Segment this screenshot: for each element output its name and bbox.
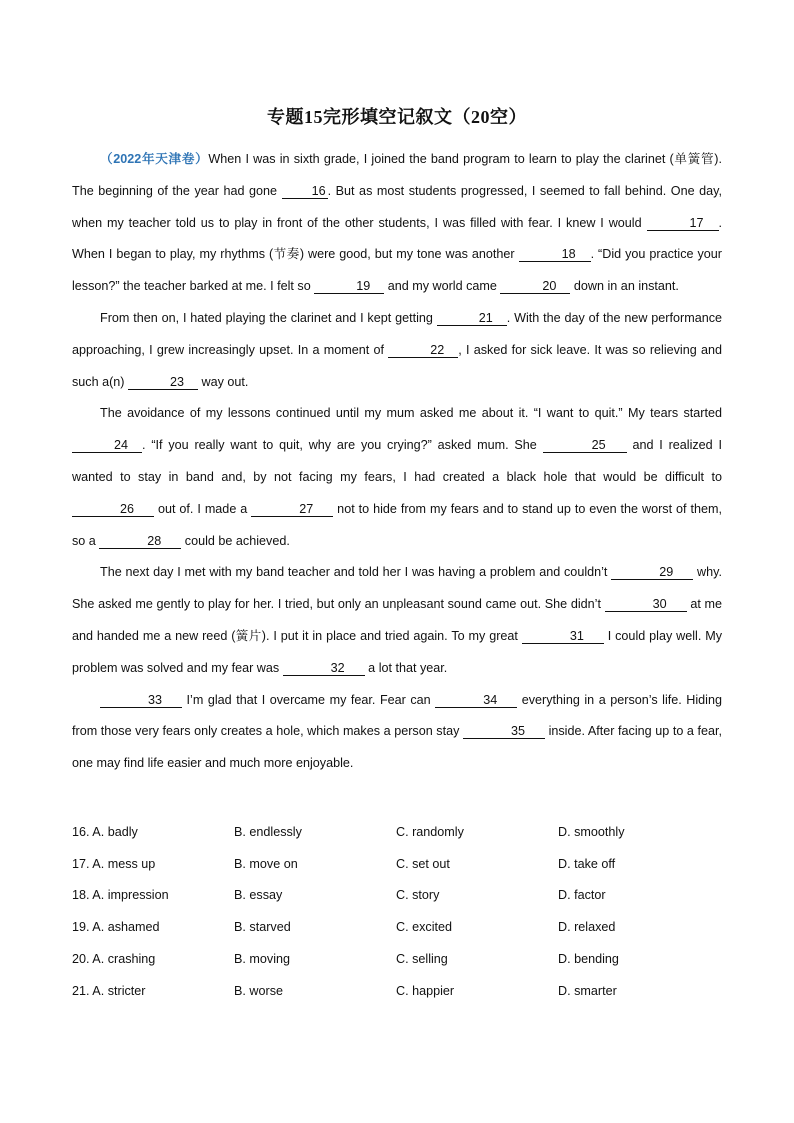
cloze-passage [72, 144, 722, 780]
blank-20[interactable]: 20 [500, 279, 570, 294]
text-segment: way out. [198, 374, 249, 389]
text-segment: and my world came [384, 279, 501, 294]
blank-26[interactable]: 26 [72, 502, 154, 517]
option-d[interactable]: D. smarter [558, 983, 617, 998]
option-row [72, 943, 722, 975]
answer-options [72, 816, 722, 1007]
blank-28[interactable]: 28 [99, 534, 181, 549]
text-segment: at me and handed me a new reed (簧片). I put it in place and tried again. To my great [72, 597, 722, 643]
option-a[interactable]: 19. A. ashamed [72, 920, 160, 935]
option-c[interactable]: C. happier [396, 983, 455, 998]
text-segment: down in an instant. [570, 279, 679, 294]
text-segment: , I asked for sick leave. It was so relieving and such a(n) [72, 342, 722, 389]
blank-18[interactable]: 18 [519, 247, 591, 262]
blank-23[interactable]: 23 [128, 375, 198, 390]
text-segment: out of. I made a [154, 501, 252, 516]
text-segment: a lot that year. [364, 660, 448, 675]
blank-31[interactable]: 31 [522, 629, 604, 644]
option-row [72, 848, 722, 880]
page-title: 专题15完形填空记叙文（20空） [267, 107, 527, 127]
text-segment: could be achieved. [181, 533, 290, 548]
option-a[interactable]: 18. A. impression [72, 888, 169, 903]
paragraph-1 [72, 144, 722, 303]
blank-34[interactable]: 34 [435, 693, 517, 708]
text-segment: and I realized I wanted to stay in band and, by not facing my fears, I had created a black hole that would be difficult to [72, 438, 723, 484]
option-b[interactable]: B. moving [234, 952, 290, 967]
text-segment: . With the day of the new performance approaching, I grew increasingly upset. In a moment of [72, 310, 722, 357]
option-d[interactable]: D. take off [558, 856, 616, 871]
text-segment: From then on, I hated playing the clarinet and I kept getting [100, 310, 437, 325]
option-row [72, 816, 722, 848]
text-segment: . When I began to play, my rhythms (节奏) were good, but my tone was another [72, 215, 722, 262]
option-d[interactable]: D. smoothly [558, 824, 625, 839]
option-b[interactable]: B. endlessly [234, 824, 302, 839]
blank-33[interactable]: 33 [100, 693, 182, 708]
option-b[interactable]: B. worse [234, 983, 283, 998]
text-segment: When I was in sixth grade, I joined the band program to learn to play the clarinet (单簧管). The beginning of the year had gone [72, 152, 722, 198]
blank-19[interactable]: 19 [314, 279, 384, 294]
option-d[interactable]: D. relaxed [558, 920, 616, 935]
option-c[interactable]: C. randomly [396, 824, 464, 839]
option-b[interactable]: B. starved [234, 920, 291, 935]
blank-25[interactable]: 25 [543, 438, 627, 453]
text-segment: The avoidance of my lessons continued until my mum asked me about it. “I want to quit.” My tears started [100, 406, 722, 421]
option-a[interactable]: 20. A. crashing [72, 952, 156, 967]
option-b[interactable]: B. essay [234, 888, 283, 903]
option-row [72, 880, 722, 912]
paragraph-3 [72, 398, 722, 557]
paragraph-2 [72, 303, 722, 398]
option-c[interactable]: C. selling [396, 952, 448, 967]
text-segment: not to hide from my fears and to stand up to even the worst of them, so a [72, 501, 722, 548]
text-segment: inside. After facing up to a fear, one may find life easier and much more enjoyable. [72, 724, 722, 771]
text-segment: . “Did you practice your lesson?” the teacher barked at me. I felt so [72, 247, 722, 294]
text-segment: The next day I met with my band teacher and told her I was having a problem and couldn’t [100, 565, 612, 580]
text-segment: . “If you really want to quit, why are you crying?” asked mum. She [142, 438, 543, 453]
text-segment: everything in a person’s life. Hiding from those very fears only creates a hole, which makes a person stay [72, 692, 722, 739]
option-row [72, 911, 722, 943]
option-a[interactable]: 16. A. badly [72, 824, 138, 839]
blank-24[interactable]: 24 [72, 438, 142, 453]
blank-16[interactable]: 16 [282, 184, 328, 199]
option-a[interactable]: 21. A. stricter [72, 983, 146, 998]
option-c[interactable]: C. story [396, 888, 440, 903]
option-d[interactable]: D. bending [558, 952, 619, 967]
option-c[interactable]: C. set out [396, 856, 450, 871]
text-segment: why. She asked me gently to play for her. I tried, but only an unpleasant sound came out. She didn’t [72, 565, 722, 612]
blank-21[interactable]: 21 [437, 311, 507, 326]
option-b[interactable]: B. move on [234, 856, 298, 871]
paragraph-5 [72, 685, 722, 780]
blank-29[interactable]: 29 [611, 565, 693, 580]
option-a[interactable]: 17. A. mess up [72, 856, 156, 871]
text-segment: . But as most students progressed, I seemed to fall behind. One day, when my teacher told us to play in front of the other students, I was filled with fear. I knew I would [72, 183, 722, 230]
blank-27[interactable]: 27 [251, 502, 333, 517]
blank-32[interactable]: 32 [283, 661, 365, 676]
blank-17[interactable]: 17 [647, 216, 719, 231]
text-segment: I’m glad that I overcame my fear. Fear can [182, 692, 436, 707]
text-segment: I could play well. My problem was solved and my fear was [72, 628, 723, 675]
paragraph-4 [72, 557, 722, 684]
blank-30[interactable]: 30 [605, 597, 687, 612]
source-tag: （2022年天津卷） [100, 152, 209, 166]
blank-35[interactable]: 35 [463, 724, 545, 739]
option-c[interactable]: C. excited [396, 920, 452, 935]
option-d[interactable]: D. factor [558, 888, 606, 903]
option-row [72, 975, 722, 1007]
blank-22[interactable]: 22 [388, 343, 458, 358]
